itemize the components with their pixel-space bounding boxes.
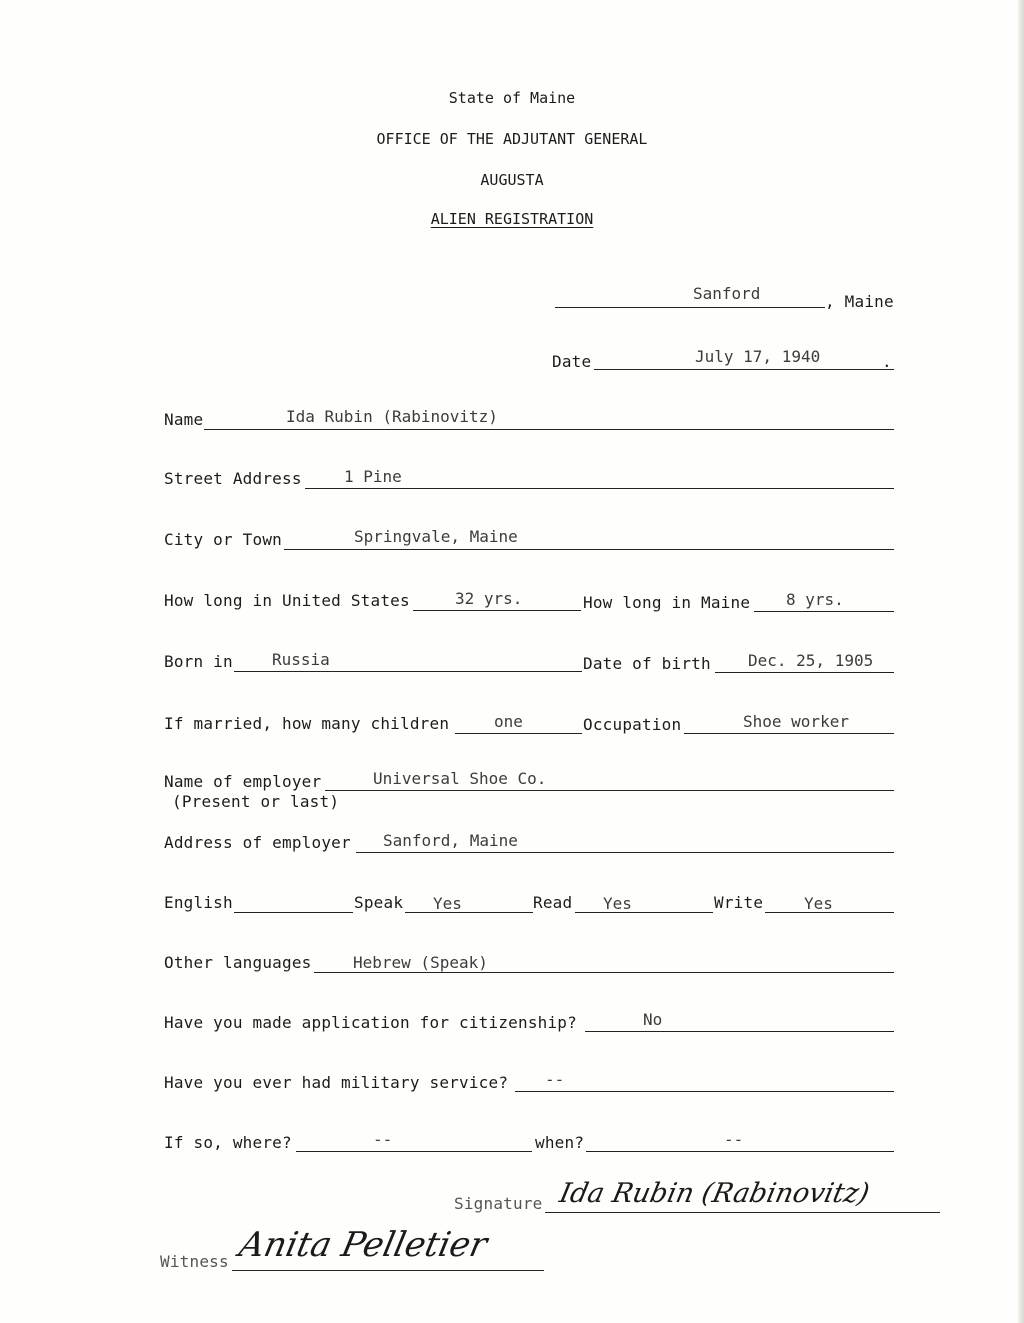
place-value: Sanford xyxy=(693,284,761,303)
write-value: Yes xyxy=(804,894,833,913)
street-label: Street Address xyxy=(164,469,302,488)
when-value: -- xyxy=(724,1130,744,1149)
employer-address-label: Address of employer xyxy=(164,833,351,852)
where-line xyxy=(296,1151,532,1152)
maine-duration-label: How long in Maine xyxy=(583,593,751,612)
date-label: Date xyxy=(552,352,592,371)
where-label: If so, where? xyxy=(164,1133,292,1152)
place-suffix: , Maine xyxy=(825,292,894,311)
dob-value: Dec. 25, 1905 xyxy=(748,651,874,670)
read-value: Yes xyxy=(603,894,632,913)
city-value: Springvale, Maine xyxy=(354,527,518,546)
signature-line xyxy=(545,1212,940,1213)
english-line xyxy=(234,912,353,913)
witness-label: Witness xyxy=(160,1252,229,1271)
speak-value: Yes xyxy=(433,894,462,913)
where-value: -- xyxy=(373,1130,393,1149)
when-line xyxy=(586,1151,894,1152)
street-value: 1 Pine xyxy=(344,467,402,486)
speak-label: Speak xyxy=(354,893,404,912)
maine-duration-value: 8 yrs. xyxy=(786,590,844,609)
name-label: Name xyxy=(164,410,204,429)
header-state: State of Maine xyxy=(448,89,576,107)
witness-handwriting: Anita Pelletier xyxy=(235,1225,491,1265)
witness-line xyxy=(232,1270,544,1271)
military-value: -- xyxy=(545,1070,565,1089)
employer-line xyxy=(325,790,894,791)
employer-address-value: Sanford, Maine xyxy=(383,831,518,850)
speak-line xyxy=(405,912,533,913)
citizenship-value: No xyxy=(643,1010,663,1029)
write-label: Write xyxy=(714,893,764,912)
dob-line xyxy=(715,672,894,673)
us-duration-label: How long in United States xyxy=(164,591,410,610)
employer-label: Name of employer xyxy=(164,772,322,791)
military-label: Have you ever had military service? xyxy=(164,1073,509,1092)
place-line xyxy=(555,307,825,308)
read-label: Read xyxy=(533,893,573,912)
us-duration-value: 32 yrs. xyxy=(455,589,523,608)
children-label: If married, how many children xyxy=(164,714,450,733)
signature-handwriting: Ida Rubin (Rabinovitz) xyxy=(556,1178,873,1209)
us-duration-line xyxy=(413,610,581,611)
military-line xyxy=(515,1091,894,1092)
date-period: . xyxy=(882,352,892,371)
occupation-line xyxy=(684,733,894,734)
city-label: City or Town xyxy=(164,530,282,549)
read-line xyxy=(575,912,713,913)
dob-label: Date of birth xyxy=(583,654,711,673)
maine-duration-line xyxy=(754,611,894,612)
children-line xyxy=(455,733,582,734)
english-label: English xyxy=(164,893,233,912)
other-languages-label: Other languages xyxy=(164,953,312,972)
born-line xyxy=(234,671,582,672)
citizenship-line xyxy=(585,1031,894,1032)
write-line xyxy=(765,912,894,913)
date-line xyxy=(594,369,894,370)
city-line xyxy=(284,549,894,550)
employer-sublabel: (Present or last) xyxy=(172,792,340,811)
date-value: July 17, 1940 xyxy=(695,347,821,366)
occupation-label: Occupation xyxy=(583,715,682,734)
when-label: when? xyxy=(535,1133,585,1152)
other-languages-value: Hebrew (Speak) xyxy=(353,953,488,972)
name-line xyxy=(204,429,894,430)
header-city: AUGUSTA xyxy=(480,171,544,189)
occupation-value: Shoe worker xyxy=(743,712,849,731)
born-label: Born in xyxy=(164,652,233,671)
signature-label: Signature xyxy=(454,1194,543,1213)
other-languages-line xyxy=(314,972,894,973)
name-value: Ida Rubin (Rabinovitz) xyxy=(286,407,498,426)
form-title: ALIEN REGISTRATION xyxy=(430,210,594,228)
born-value: Russia xyxy=(272,650,330,669)
street-line xyxy=(305,488,894,489)
page-edge-shadow xyxy=(1018,0,1024,1323)
header-office: OFFICE OF THE ADJUTANT GENERAL xyxy=(376,130,648,148)
citizenship-label: Have you made application for citizenship? xyxy=(164,1013,577,1032)
children-value: one xyxy=(494,712,523,731)
employer-address-line xyxy=(356,852,894,853)
employer-value: Universal Shoe Co. xyxy=(373,769,547,788)
